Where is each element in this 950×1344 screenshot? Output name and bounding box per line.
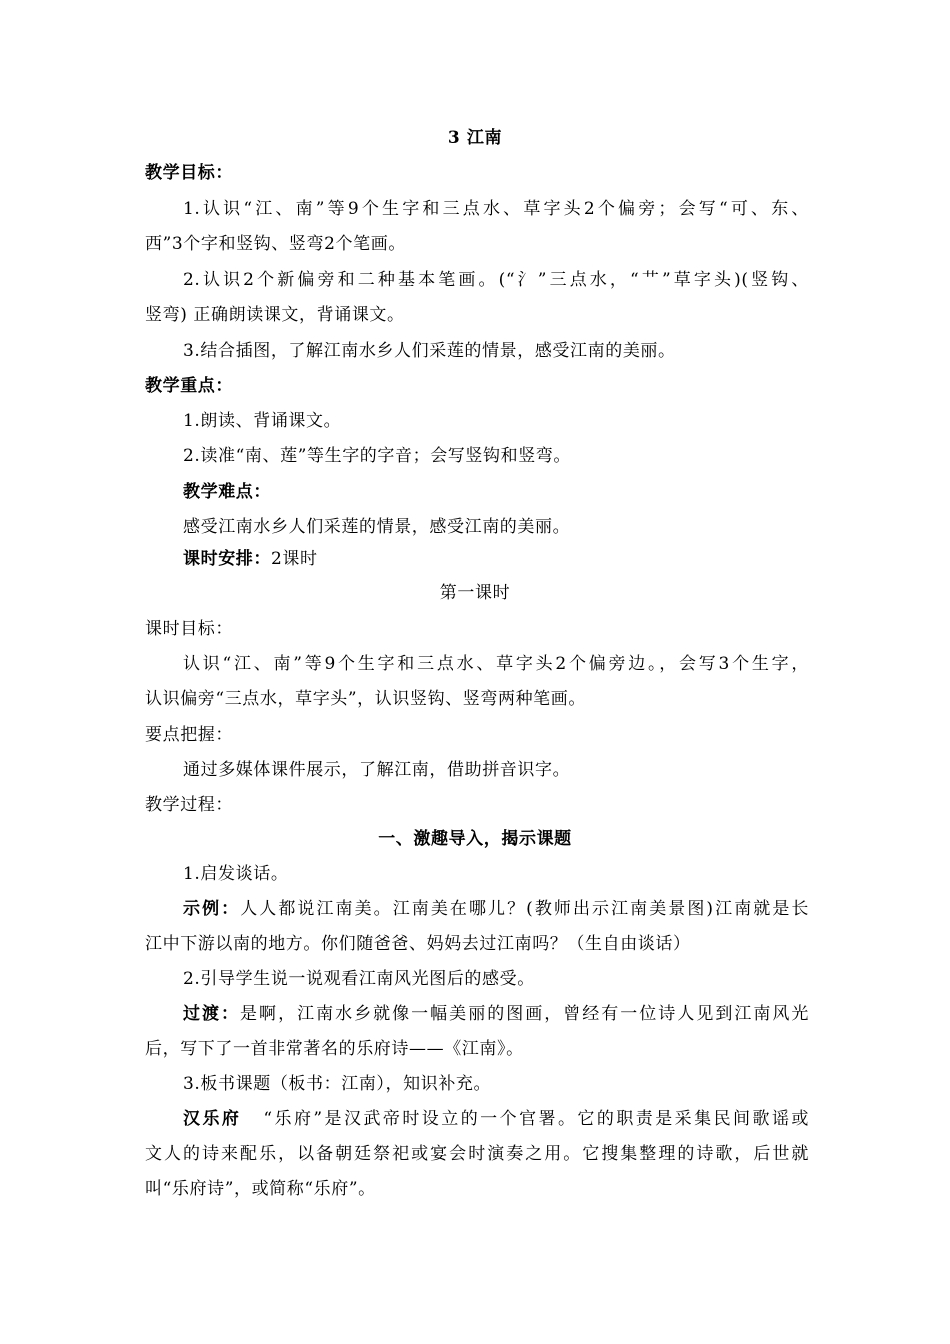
page-title: 3 江南: [447, 128, 503, 148]
objective-2-line-1: 2.认识2个新偏旁和二种基本笔画。(“氵”三点水，“艹”草字头)(竖钩、: [183, 270, 809, 290]
transition-text-1: 是啊，江南水乡就像一幅美丽的图画，曾经有一位诗人见到江南风光: [240, 1004, 809, 1024]
process-label: 教学过程：: [145, 795, 233, 815]
objective-3: 3.结合插图，了解江南水乡人们采莲的情景，感受江南的美丽。: [183, 341, 676, 361]
schedule-line: [183, 549, 318, 569]
objective-2-line-2: 竖弯) 正确朗读课文，背诵课文。: [145, 305, 405, 325]
transition-label: 过渡：: [183, 1004, 241, 1024]
yuefu-label: 汉乐府: [183, 1109, 242, 1129]
lesson-objectives-label: 课时目标：: [145, 619, 233, 639]
yuefu-line-1: [183, 1109, 809, 1129]
keypoint-2: 2.读准“南、莲”等生字的字音；会写竖钩和竖弯。: [183, 446, 572, 466]
difficulty-text: 感受江南水乡人们采莲的情景，感受江南的美丽。: [183, 517, 571, 537]
yuefu-line-2: 文人的诗来配乐，以备朝廷祭祀或宴会时演奏之用。它搜集整理的诗歌，后世就: [145, 1144, 809, 1164]
schedule-label: 课时安排：: [183, 549, 271, 569]
objectives-heading: 教学目标：: [145, 163, 233, 183]
example-label: 示例：: [183, 899, 241, 919]
step-2: 2.引导学生说一说观看江南风光图后的感受。: [183, 969, 535, 989]
example-text-1: 人人都说江南美。江南美在哪儿？(教师出示江南美景图)江南就是长: [240, 899, 809, 919]
transition-line-1: [183, 1004, 809, 1024]
lesson-objective-line-1: 认识“江、南”等9个生字和三点水、草字头2个偏旁边。，会写3个生字，: [183, 654, 809, 674]
grasp-text: 通过多媒体课件展示，了解江南，借助拼音识字。: [183, 760, 571, 780]
keypoint-1: 1.朗读、背诵课文。: [183, 411, 342, 431]
transition-line-2: 后，写下了一首非常著名的乐府诗——《江南》。: [145, 1039, 524, 1059]
example-line-1: [183, 899, 809, 919]
step-1: 1.启发谈话。: [183, 864, 289, 884]
lesson-title: 第一课时: [439, 583, 511, 603]
objective-1-line-1: 1.认识“江、南”等9个生字和三点水、草字头2个偏旁；会写“可、东、: [183, 199, 809, 219]
section-1-heading: 一、激趣导入，揭示课题: [378, 829, 572, 849]
objective-1-line-2: 西”3个字和竖钩、竖弯2个笔画。: [145, 234, 406, 254]
lesson-objective-line-2: 认识偏旁“三点水，草字头”，认识竖钩、竖弯两种笔画。: [145, 689, 586, 709]
step-3: 3.板书课题（板书：江南），知识补充。: [183, 1074, 492, 1094]
example-line-2: 江中下游以南的地方。你们随爸爸、妈妈去过江南吗？（生自由谈话）: [145, 934, 691, 954]
keypoints-heading: 教学重点：: [145, 376, 233, 396]
yuefu-line-3: 叫“乐府诗”，或简称“乐府”。: [145, 1179, 376, 1199]
yuefu-text-1: “乐府”是汉武帝时设立的一个官署。它的职责是采集民间歌谣或: [263, 1109, 809, 1129]
difficulty-heading: 教学难点：: [183, 482, 271, 502]
grasp-label: 要点把握：: [145, 725, 233, 745]
schedule-value: 2课时: [271, 549, 318, 569]
